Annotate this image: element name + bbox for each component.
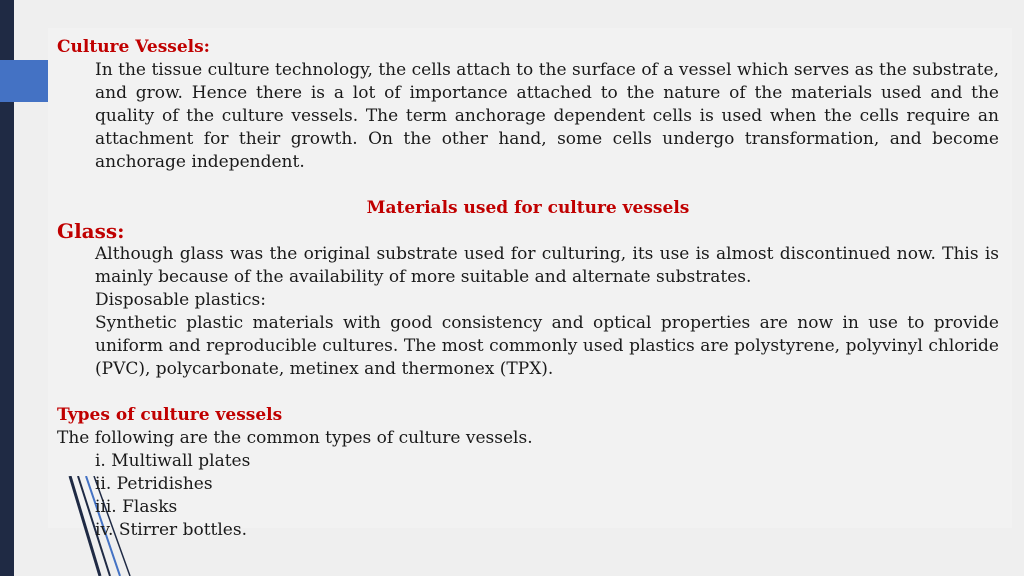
accent-block [0, 60, 48, 102]
glass-heading: Glass: [57, 219, 125, 243]
list-item: i. Multiwall plates [95, 451, 251, 471]
culture-vessels-heading: Culture Vessels: [57, 37, 210, 57]
disposable-plastics-subheading: Disposable plastics: [95, 290, 266, 310]
culture-vessels-body: In the tissue culture technology, the cells attach to the surface of a vessel which serves as the substrate, and grow. Hence there is a lot of importance attached to the nature of the materials used and the quality of the culture vessels. The term anchorage dependent cells is used when the cells require an attachment for their growth. On the other hand, some cells undergo transformation, and become anchorage independent. [95, 60, 999, 172]
materials-heading: Materials used for culture vessels [366, 198, 690, 218]
list-item: iii. Flasks [95, 497, 178, 517]
types-intro: The following are the common types of culture vessels. [57, 428, 533, 448]
glass-body: Although glass was the original substrate used for culturing, its use is almost discontinued now. This is mainly because of the availability of more suitable and alternate substrates. [95, 244, 999, 287]
slide-text [57, 36, 999, 542]
list-item: iv. Stirrer bottles. [95, 520, 247, 540]
list-item: ii. Petridishes [95, 474, 213, 494]
plastics-body: Synthetic plastic materials with good consistency and optical properties are now in use to provide uniform and reproducible cultures. The most commonly used plastics are polystyrene, polyvinyl chloride (PVC), polycarbonate, metinex and thermonex (TPX). [95, 313, 999, 379]
types-heading: Types of culture vessels [57, 405, 283, 425]
